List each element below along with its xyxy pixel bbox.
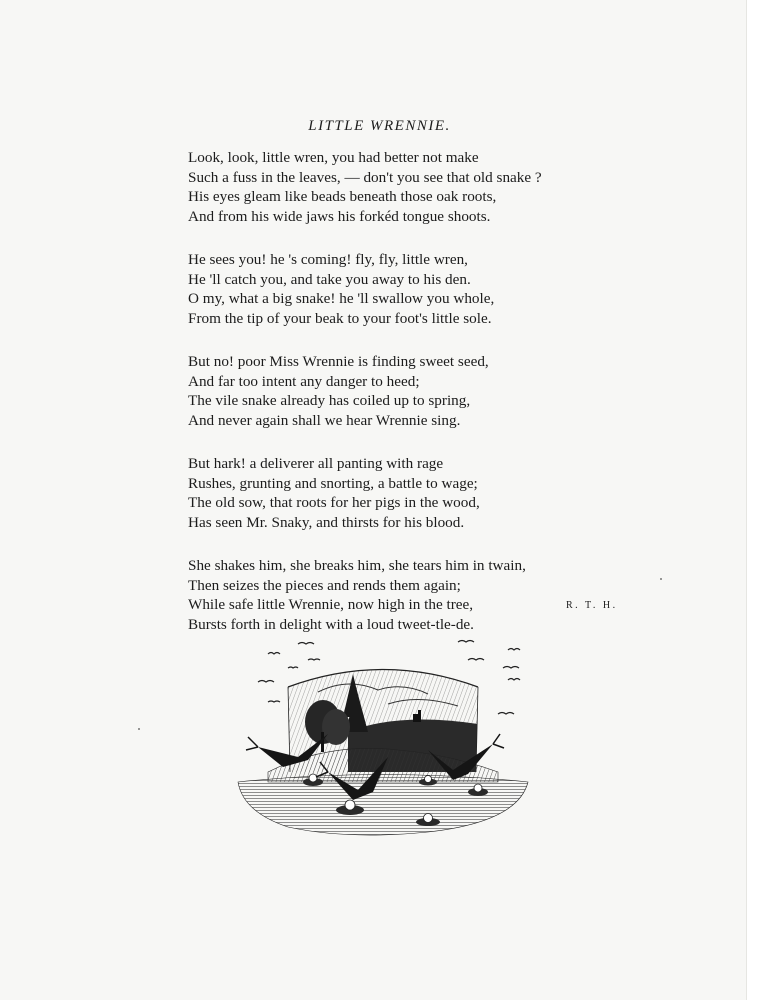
stanza [188, 148, 618, 226]
poem-line: And far too intent any danger to heed; [188, 372, 420, 390]
author-initials: R. T. H. [566, 600, 618, 611]
paper-speck [660, 578, 662, 580]
page-right-edge [746, 0, 759, 1000]
poem-title: LITTLE WRENNIE. [308, 118, 451, 134]
poem-line: From the tip of your beak to your foot's little sole. [188, 309, 492, 327]
paper-speck [138, 728, 140, 730]
poem-line: She shakes him, she breaks him, she tears him in twain, [188, 557, 526, 574]
poem-line: Then seizes the pieces and rends them again; [188, 576, 461, 594]
swallows-pond-illustration [228, 632, 538, 842]
stanza [188, 454, 618, 532]
poem-line: And never again shall we hear Wrennie sing. [188, 411, 461, 429]
poem-line: Bursts forth in delight with a loud tweet-tle-de. [188, 615, 474, 633]
stanza [188, 250, 618, 328]
poem-line: Such a fuss in the leaves, — don't you see that old snake ? [188, 168, 542, 186]
poem-line: The vile snake already has coiled up to spring, [188, 392, 471, 409]
poem-line: Look, look, little wren, you had better not make [188, 149, 479, 166]
stanza [188, 352, 618, 430]
stanza [188, 556, 618, 634]
poem-line: But hark! a deliverer all panting with rage [188, 455, 444, 472]
poem-line: And from his wide jaws his forkéd tongue shoots. [188, 207, 491, 225]
poem-line: He sees you! he 's coming! fly, fly, little wren, [188, 251, 468, 268]
poem-line: Rushes, grunting and snorting, a battle to wage; [188, 474, 478, 492]
poem-line: The old sow, that roots for her pigs in the wood, [188, 494, 480, 511]
poem-body [188, 148, 618, 658]
poem-line: While safe little Wrennie, now high in the tree, [188, 596, 474, 613]
poem-line: Has seen Mr. Snaky, and thirsts for his blood. [188, 513, 465, 531]
poem-line: But no! poor Miss Wrennie is finding sweet seed, [188, 353, 489, 370]
poem-line: O my, what a big snake! he 'll swallow you whole, [188, 290, 495, 307]
poem-line: He 'll catch you, and take you away to his den. [188, 270, 471, 288]
poem-line: His eyes gleam like beads beneath those oak roots, [188, 188, 497, 205]
